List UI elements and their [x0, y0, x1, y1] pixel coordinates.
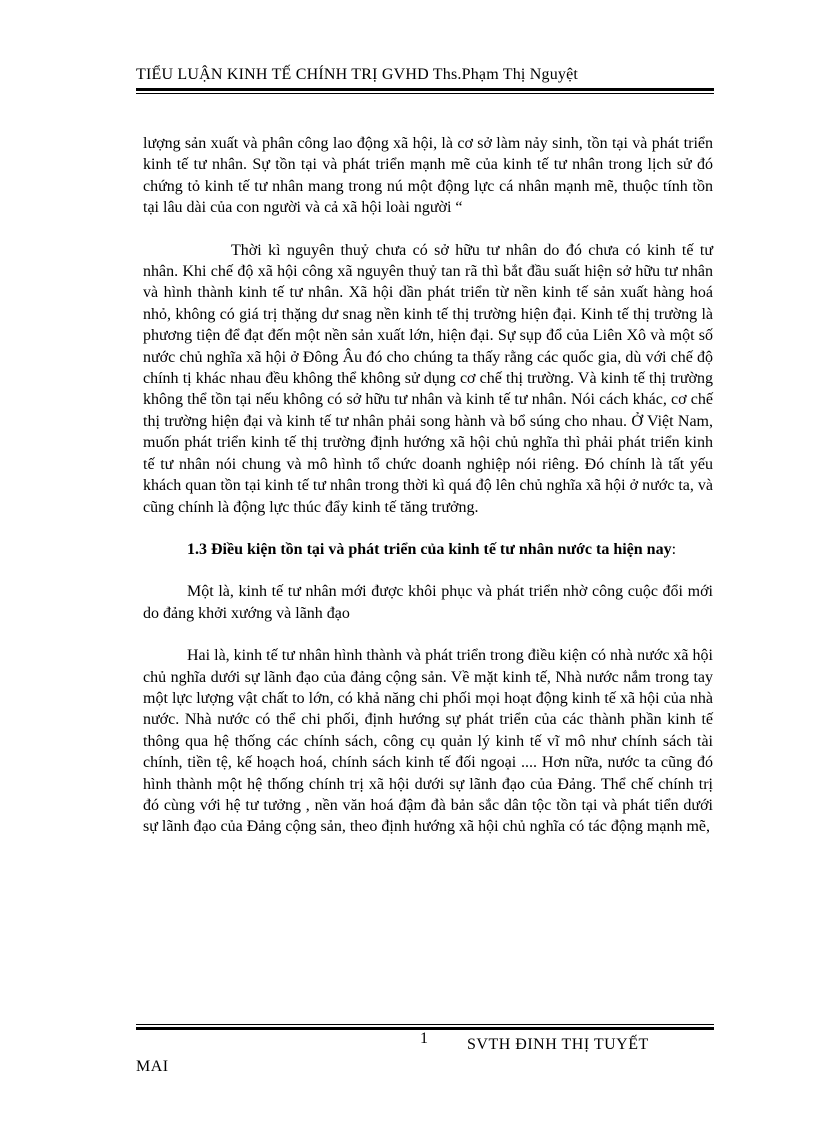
section-heading-text: 1.3 Điều kiện tồn tại và phát triển của kinh tế tư nhân nước ta hiện nay [187, 540, 672, 558]
page-header: TIỂU LUẬN KINH TẾ CHÍNH TRỊ GVHD Ths.Phạm Thị Nguyệt [136, 66, 579, 83]
header-rule [136, 88, 714, 94]
document-body [143, 133, 713, 838]
footer-rule-thin [136, 1024, 714, 1025]
section-heading [143, 539, 713, 560]
footer-author-continuation: MAI [136, 1058, 169, 1075]
page-number: 1 [420, 1030, 428, 1047]
paragraph-point-one: Một là, kinh tế tư nhân mới được khôi phục và phát triển nhờ công cuộc đổi mới do đảng khởi xướng và lãnh đạo [143, 583, 713, 622]
paragraph-continuation: lượng sản xuất và phân công lao động xã hội, là cơ sở làm nảy sinh, tồn tại và phát triển kinh tế tư nhân. Sự tồn tại và phát triển mạnh mẽ của kinh tế tư nhân trong lịch sử đó chứng tỏ kinh tế tư nhân mang trong nú một động lực cá nhân mạnh mẽ, thuộc tính tồn tại lâu dài của con người và cả xã hội loài người “ [143, 135, 713, 217]
paragraph-primitive-era: Thời kì nguyên thuỷ chưa có sở hữu tư nhân do đó chưa có kinh tế tư nhân. Khi chế độ xã hội công xã nguyên thuỷ tan rã thì bắt đầu suất hiện sở hữu tư nhân và hình thành kinh tế tư nhân. Xã hội dần phát triển từ nền kinh tế sản xuất hàng hoá nhỏ, không có giá trị thặng dư snag nền kinh tế thị trường hiện đại. Kinh tế thị trường là phương tiện để đạt đến một nền sản xuất lớn, hiện đại. Sự sụp đổ của Liên Xô và một số nước chủ nghĩa xã hội ở Đông Âu đó cho chúng ta thấy rằng các quốc gia, dù với chế độ chính tị khác nhau đều không thể không sử dụng cơ chế thị trường. Và kinh tế thị trường không thể tồn tại nếu không có sở hữu tư nhân và kinh tế tư nhân. Nói cách khác, cơ chế thị trường hiện đại và kinh tế tư nhân phải song hành và bổ súng cho nhau. Ở Việt Nam, muốn phát triển kinh tế thị trường định hướng xã hội chủ nghĩa thì phải phát triển kinh tế tư nhân nói chung và mô hình tổ chức doanh nghiệp nói riêng. Đó chính là tất yếu khách quan tồn tại kinh tế tư nhân trong thời kì quá độ lên chủ nghĩa xã hội ở nước ta, và cũng chính là động lực thúc đẩy kinh tế tăng trưởng. [143, 241, 713, 516]
header-rule-thick [136, 88, 714, 91]
paragraph-point-two: Hai là, kinh tế tư nhân hình thành và phát triển trong điều kiện có nhà nước xã hội chủ nghĩa dưới sự lãnh đạo của đảng cộng sản. Về mặt kinh tế, Nhà nước nắm trong tay một lực lượng vật chất to lớn, có khả năng chi phối mọi hoạt động kinh tế xã hội của nhà nước. Nhà nước có thể chi phối, định hướng sự phát triển của các thành phần kinh tế thông qua hệ thống các chính sách, công cụ quản lý kinh tế vĩ mô như chính sách tài chính, tiền tệ, kế hoạch hoá, chính sách kinh tế đối ngoại .... Hơn nữa, nước ta cũng đó hình thành một hệ thống chính trị xã hội dưới sự lãnh đạo của Đảng. Thể chế chính trị đó cùng với hệ tư tưởng , nền văn hoá đậm đà bản sắc dân tộc tồn tại và phát tiển dưới sự lãnh đạo của Đảng cộng sản, theo định hướng xã hội chủ nghĩa có tác động mạnh mẽ, [143, 647, 713, 836]
footer-author: SVTH ĐINH THỊ TUYẾT [467, 1036, 649, 1053]
section-heading-colon: : [671, 540, 677, 558]
header-rule-thin [136, 93, 714, 94]
